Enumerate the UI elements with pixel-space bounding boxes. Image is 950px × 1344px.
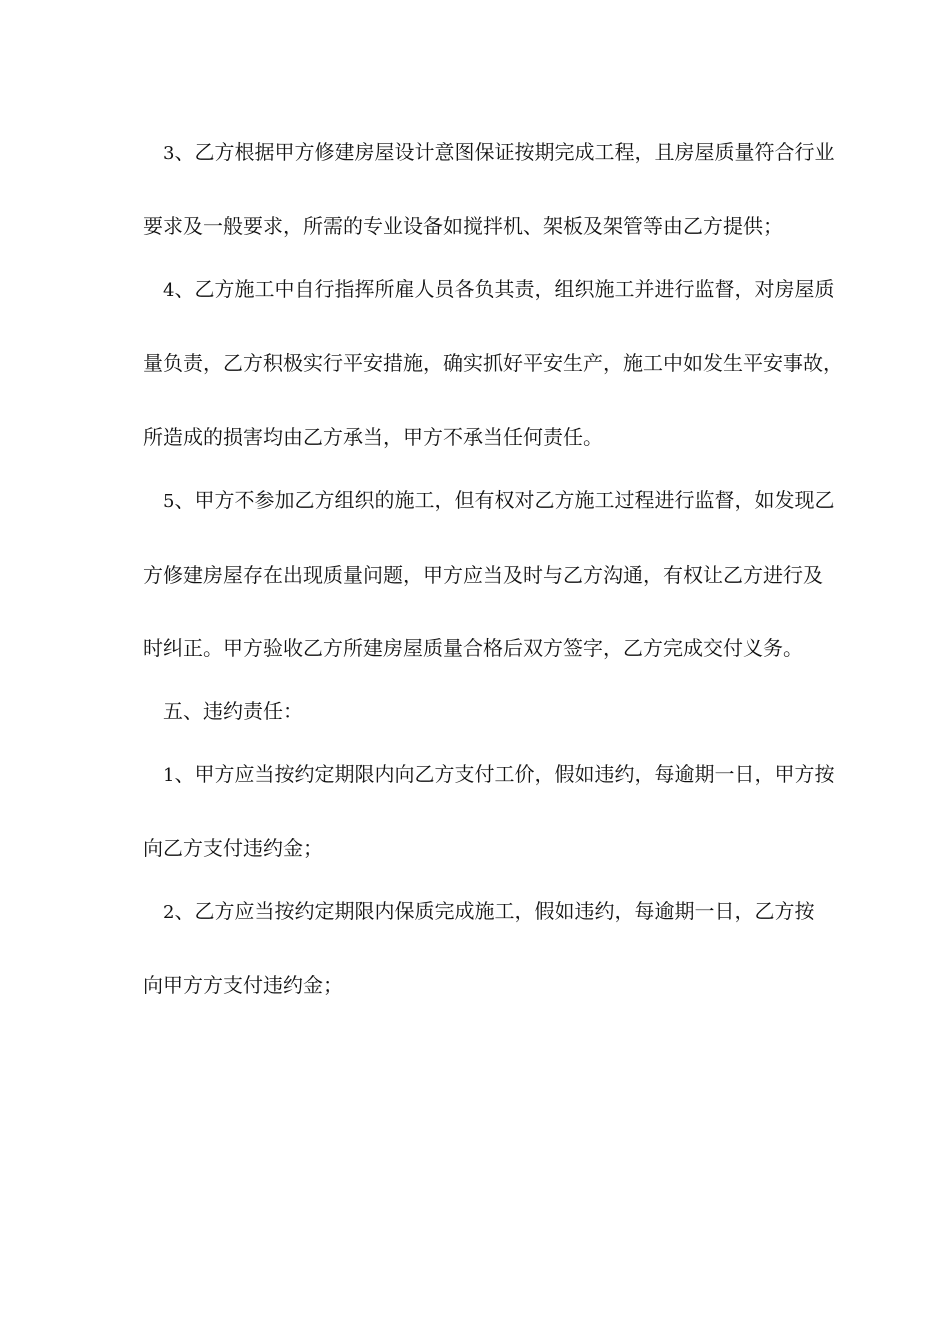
penalty-2-line-2: 向甲方方支付违约金； [143, 973, 343, 997]
clause-3-text-1: 、乙方根据甲方修建房屋设计意图保证按期完成工程，且房屋质量符合行业 [174, 140, 835, 164]
clause-4-line-2: 量负责，乙方积极实行平安措施，确实抓好平安生产，施工中如发生平安事故， [143, 351, 843, 375]
clause-5-line-1 [163, 488, 843, 514]
penalty-2-line-1 [163, 899, 843, 925]
clause-4-number: 4 [163, 280, 175, 301]
penalty-1-text-1: 、甲方应当按约定期限内向乙方支付工价，假如违约，每逾期一日，甲方按 [174, 762, 835, 786]
penalty-2-text-1: 、乙方应当按约定期限内保质完成施工，假如违约，每逾期一日，乙方按 [174, 899, 815, 923]
penalty-1-number: 1 [163, 765, 175, 786]
clause-3-line-2: 要求及一般要求，所需的专业设备如搅拌机、架板及架管等由乙方提供； [143, 214, 783, 238]
clause-4-line-3: 所造成的损害均由乙方承当，甲方不承当任何责任。 [143, 425, 603, 449]
clause-5-line-2: 方修建房屋存在出现质量问题，甲方应当及时与乙方沟通，有权让乙方进行及 [143, 563, 823, 587]
clause-5-text-1: 、甲方不参加乙方组织的施工，但有权对乙方施工过程进行监督，如发现乙 [174, 488, 835, 512]
clause-4-line-1 [163, 277, 843, 303]
penalty-1-line-1 [163, 762, 843, 788]
clause-3-number: 3 [163, 143, 175, 164]
penalty-1-line-2: 向乙方支付违约金； [143, 836, 323, 860]
clause-3-line-1 [163, 140, 843, 166]
clause-5-number: 5 [163, 491, 175, 512]
penalty-2-number: 2 [163, 902, 175, 923]
clause-4-text-1: 、乙方施工中自行指挥所雇人员各负其责，组织施工并进行监督，对房屋质 [174, 277, 835, 301]
clause-5-line-3: 时纠正。甲方验收乙方所建房屋质量合格后双方签字，乙方完成交付义务。 [143, 636, 803, 660]
section-5-heading: 五、违约责任： [163, 699, 303, 723]
